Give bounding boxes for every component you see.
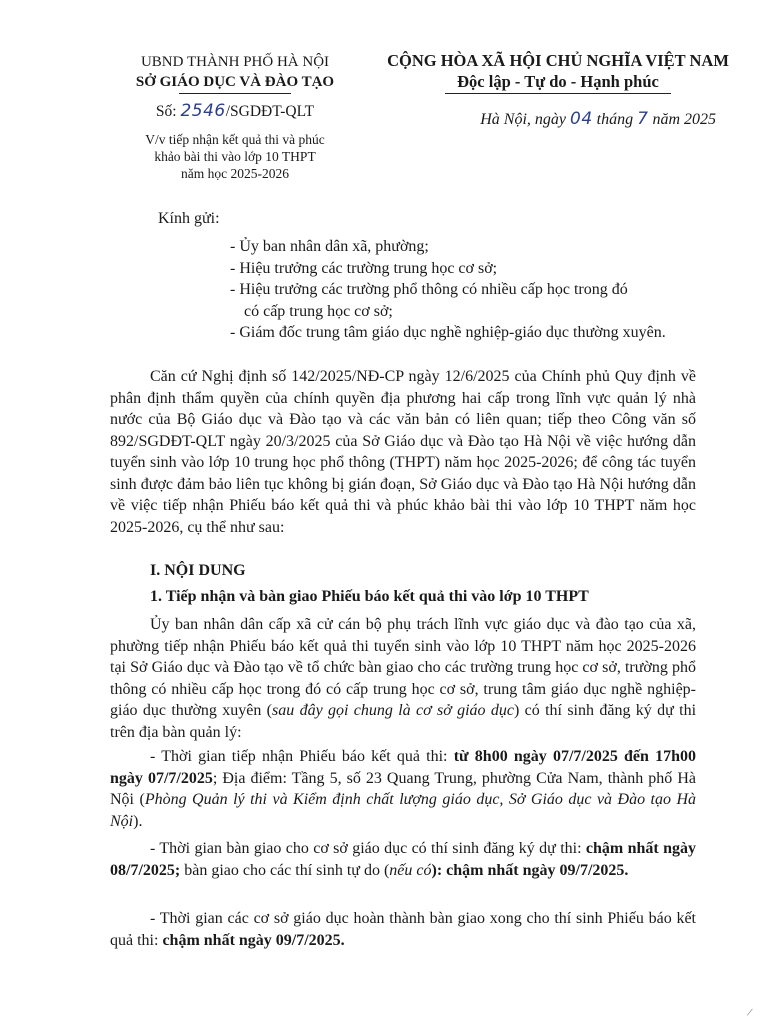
- paragraph-handover-time: [110, 838, 696, 881]
- national-motto: Độc lập - Tự do - Hạnh phúc: [457, 72, 659, 91]
- section-heading: I. NỘI DUNG: [150, 562, 246, 579]
- para2-bold: từ 8h00 ngày 07/7/2025 đến 17h00 ngày 07/7/2025: [110, 748, 696, 787]
- recipient-item: có cấp trung học cơ sở;: [244, 302, 393, 320]
- para4-lead: - Thời gian các cơ sở giáo dục hoàn thành bàn giao xong cho thí sinh Phiếu báo kết quả thi:: [110, 910, 696, 949]
- recipient-item: - Hiệu trưởng các trường phổ thông có nhiều cấp học trong đó: [230, 281, 628, 298]
- subsection-heading: 1. Tiếp nhận và bàn giao Phiếu báo kết quả thi vào lớp 10 THPT: [150, 588, 589, 605]
- date-month-label: tháng: [592, 111, 638, 128]
- date-prefix: Hà Nội, ngày: [480, 111, 571, 128]
- corner-mark: /: [745, 1004, 754, 1020]
- paragraph-receipt: [110, 614, 696, 743]
- motto-underline: [445, 93, 671, 94]
- nation-title: CỘNG HÒA XÃ HỘI CHỦ NGHĨA VIỆT NAM: [387, 51, 729, 70]
- para3-italic: nếu có: [389, 861, 432, 879]
- recipient-list: [230, 236, 700, 344]
- para1-italic: sau đây gọi chung là cơ sở giáo dục: [272, 702, 514, 719]
- para2-italic: Phòng Quản lý thi và Kiểm định chất lượng giáo dục, Sở Giáo dục và Đào tạo Hà Nội: [110, 791, 697, 830]
- date-year: năm 2025: [648, 111, 716, 128]
- para3-mid: bàn giao cho các thí sinh tự do (: [180, 861, 390, 879]
- subject-line-3: năm học 2025-2026: [181, 166, 289, 181]
- para2-tail: ).: [133, 812, 143, 830]
- paragraph-completion-time: [110, 908, 696, 951]
- department-name: SỞ GIÁO DỤC VÀ ĐÀO TẠO: [135, 74, 335, 90]
- doc-no-prefix: Số:: [155, 103, 181, 120]
- subject-line-1: V/v tiếp nhận kết quả thi và phúc: [145, 132, 325, 147]
- greeting: Kính gửi:: [158, 210, 220, 227]
- para1-text: Ủy ban nhân dân cấp xã cử cán bộ phụ trách lĩnh vực giáo dục và đào tạo của xã, phường tiếp nhận Phiếu báo kết quả thi tuyển sinh vào lớp 10 THPT năm học 2025-2026 tại Sở Giáo dục và Đào tạo về tổ chức bàn giao cho các trường trung học cơ sở, trường phổ thông có nhiều cấp học trong đó có cấp trung học cơ sở, trung tâm giáo dục nghề nghiệp-giáo dục thường xuyên (: [110, 616, 696, 719]
- national-header: [352, 50, 764, 131]
- document-subject: [95, 131, 375, 182]
- document-number: [95, 100, 375, 123]
- para3-bold2: ): chậm nhất ngày 09/7/2025.: [431, 861, 629, 879]
- issuer-block: [95, 52, 375, 182]
- issue-date: [352, 108, 764, 131]
- recipient-item: - Hiệu trưởng các trường trung học cơ sở;: [230, 259, 498, 277]
- agency-name: UBND THÀNH PHỐ HÀ NỘI: [140, 54, 330, 70]
- doc-no-suffix: /SGDĐT-QLT: [225, 103, 315, 120]
- para3-lead: - Thời gian bàn giao cho cơ sở giáo dục có thí sinh đăng ký dự thi:: [150, 840, 586, 857]
- date-day-handwritten: 04: [570, 109, 593, 129]
- intro-paragraph: Căn cứ Nghị định số 142/2025/NĐ-CP ngày 12/6/2025 của Chính phủ Quy định về phân định thẩm quyền của chính quyền địa phương hai cấp trong lĩnh vực quản lý nhà nước của Bộ Giáo dục và Đào tạo và các văn bản có liên quan; tiếp theo Công văn số 892/SGDĐT-QLT ngày 20/3/2025 của Sở Giáo dục và Đào tạo Hà Nội về việc hướng dẫn tuyển sinh vào lớp 10 trung học phổ thông (THPT) năm học 2025-2026; để công tác tuyển sinh được đảm bảo liên tục không bị gián đoạn, Sở Giáo dục và Đào tạo Hà Nội hướng dẫn về việc tiếp nhận Phiếu báo kết quả thi và phúc khảo bài thi vào lớp 10 THPT năm học 2025-2026, cụ thể như sau:: [110, 368, 696, 536]
- para2-mid: ; Địa điểm: Tầng 5, số 23 Quang Trung, phường Cửa Nam, thành phố Hà Nội (: [110, 769, 696, 808]
- recipient-item: - Ủy ban nhân dân xã, phường;: [230, 238, 429, 255]
- para1-tail: ) có thí sinh đăng ký dự thi trên địa bàn quản lý:: [110, 702, 697, 741]
- date-month-handwritten: 7: [637, 109, 649, 129]
- recipient-item: - Giám đốc trung tâm giáo dục nghề nghiệp-giáo dục thường xuyên.: [230, 324, 666, 341]
- department-underline: [179, 93, 291, 94]
- para3-bold1: chậm nhất ngày 08/7/2025;: [110, 840, 697, 879]
- doc-no-handwritten: 2546: [180, 101, 226, 121]
- para4-bold: chậm nhất ngày 09/7/2025.: [162, 931, 345, 949]
- paragraph-receipt-time: [110, 746, 696, 832]
- para2-lead: - Thời gian tiếp nhận Phiếu báo kết quả thi:: [150, 748, 454, 765]
- subject-line-2: khảo bài thi vào lớp 10 THPT: [154, 149, 316, 164]
